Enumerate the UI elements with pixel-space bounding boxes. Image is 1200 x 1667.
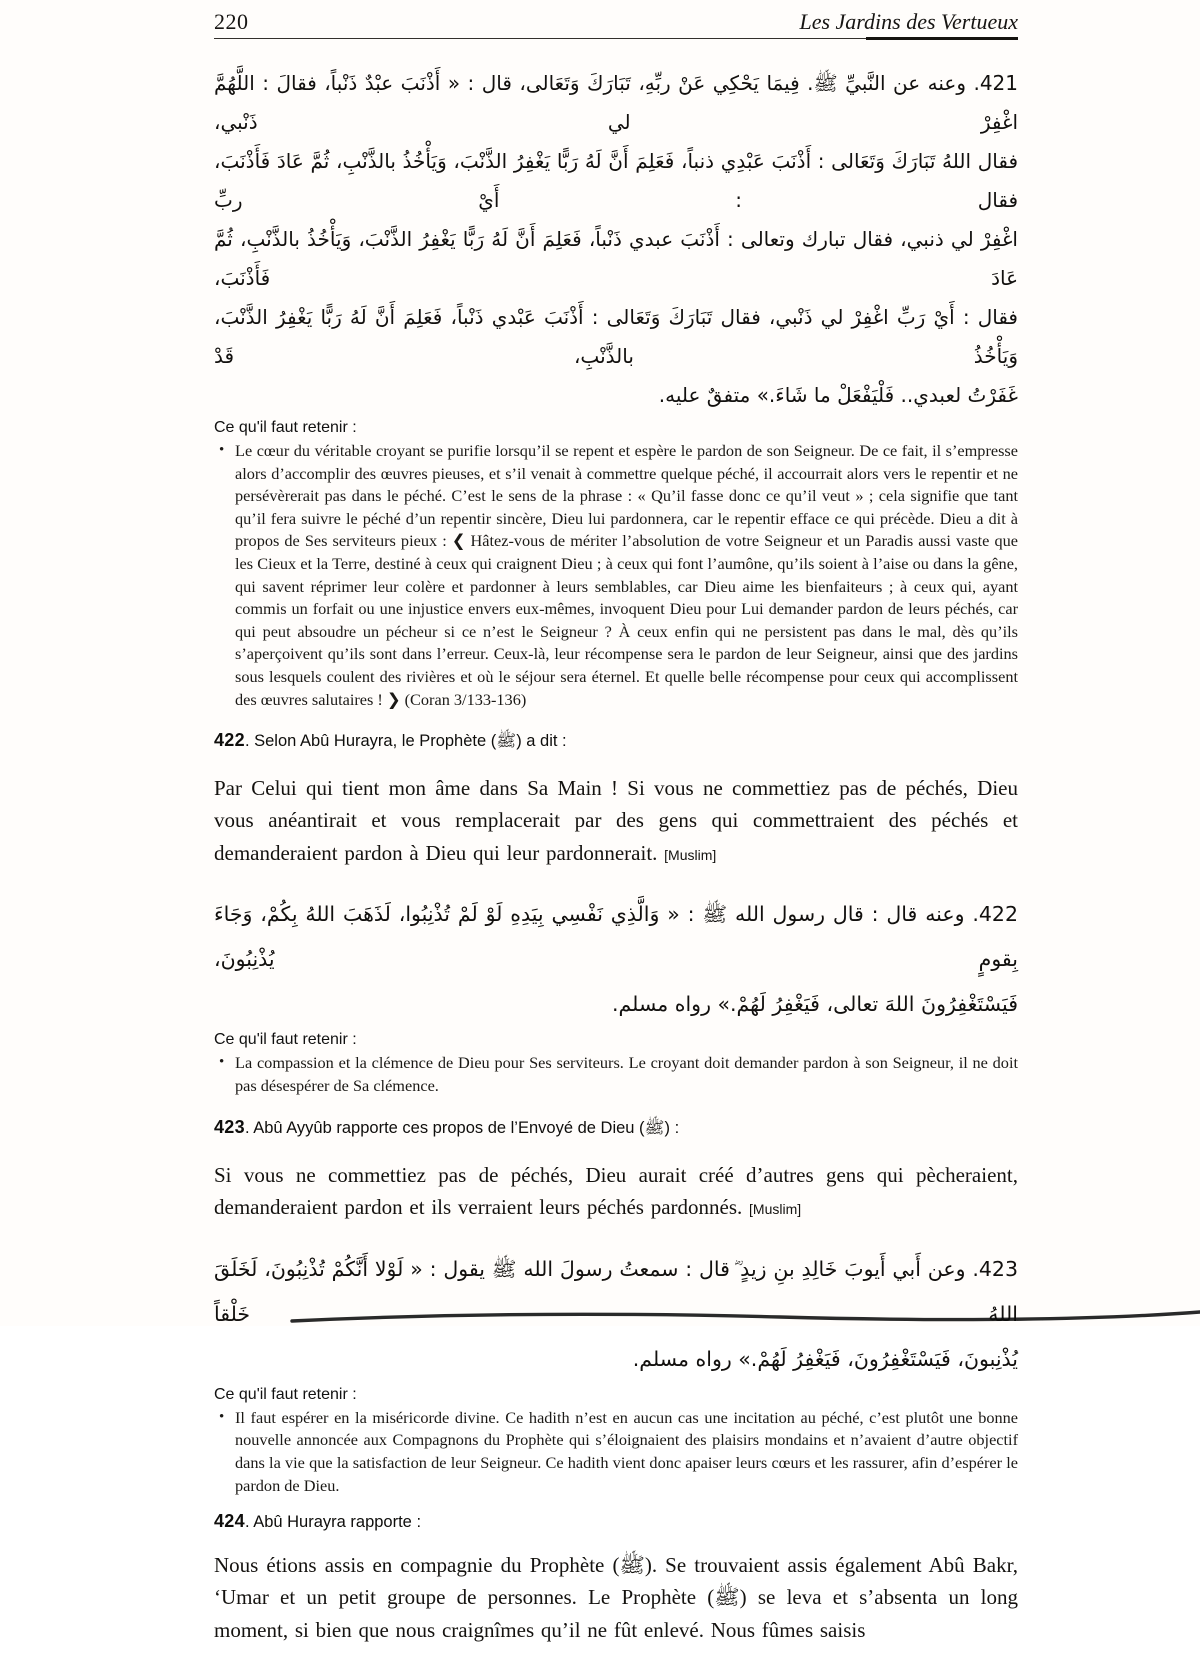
- arabic-line: يُذْنِبونَ، فَيَسْتَغْفِرُونَ، فَيَغْفِرُ لَهُمْ.» رواه مسلم.: [632, 1346, 1018, 1371]
- hadith-422-arabic: [214, 892, 1018, 1027]
- arabic-line: فَيَسْتَغْفِرُونَ اللهَ تعالى، فَيَغْفِرُ لَهُمْ.» رواه مسلم.: [612, 992, 1018, 1017]
- commentary-text: La compassion et la clémence de Dieu pour Ses serviteurs. Le croyant doit demander pardon à son Seigneur, il ne doit pas désespérer de Sa clémence.: [235, 1053, 1018, 1095]
- commentary-text: Il faut espérer en la miséricorde divine. Ce hadith n’est en aucun cas une incitation au péché, c’est plutôt une bonne nouvelle annoncée aux Compagnons du Prophète qui s’éloignaient des plaisirs mondains et n’avaient d’autre objectif dans la vie que la satisfaction de leur Seigneur. Ce hadith vient donc apaiser leurs cœurs et les rassurer, afin d’espérer le pardon de Dieu.: [235, 1407, 1018, 1495]
- commentary-text: Le cœur du véritable croyant se purifie lorsqu’il se repent et espère le pardon de son Seigneur. De ce fait, il s’empresse alors d’accomplir des œuvres pieuses, et s’il venait à commettre quelque péché, il accourrait alors vers le repentir et ne persévèrerait pas dans le péché. C’est le sens de la phrase : « Qu’il fasse donc ce qu’il veut » ; cela signifie que tant qu’il fera suivre le péché d’un repentir sincère, Dieu lui pardonnera, car le repentir efface ce qui précède. Dieu a dit à propos de Ses serviteurs pieux : ❮ Hâtez-vous de mériter l’absolution de votre Seigneur et un Paradis aussi vaste que les Cieux et la Terre, destiné à ceux qui craignent Dieu ; à ceux qui font l’aumône, qu’ils soient à l’aise ou dans la gêne, qui savent réprimer leur colère et pardonner à leurs semblables, car Dieu aime les bienfaiteurs ; à ceux qui, ayant commis un forfait ou une injustice envers eux-mêmes, invoquent Dieu pour Lui demander pardon de leurs péchés, car qui peut absoudre un pécheur si ce n’est le Seigneur ? À ceux enfin qui ne persistent pas dans le mal, dès qu’ils s’aperçoivent qu’ils sont dans l’erreur. Ceux-là, leur récompense sera le pardon de leur Seigneur, ainsi que des jardins sous lesquels coulent des rivières et où le séjour sera éternel. Et quelle belle récompense pour ceux qui accomplissent des œuvres salutaires ! ❯ (Coran 3/133-136): [235, 441, 1018, 709]
- heading-text: . Selon Abû Hurayra, le Prophète (ﷺ) a dit :: [244, 732, 567, 751]
- hadith-number: 423: [214, 1117, 245, 1138]
- translation-text: Par Celui qui tient mon âme dans Sa Main ! Si vous ne commettiez pas de péchés, Dieu vous anéantirait et vous remplacerait par des gens qui commettraient des péchés et demanderaient pardon à Dieu qui leur pardonnerait.: [214, 775, 1018, 865]
- translation-text: Si vous ne commettiez pas de péchés, Dieu aurait créé d’autres gens qui pècheraient, demanderaient pardon et ils verraient leurs péchés pardonnés.: [214, 1162, 1018, 1220]
- commentary-bullet: [214, 1052, 1018, 1097]
- heading-text: . Abû Hurayra rapporte :: [244, 1513, 422, 1532]
- arabic-line: 423. وعن أَبي أَيوبَ خَالِدِ بنِ زيدٍ ؓ قال : سمعتُ رسولَ الله ﷺ يقول : « لَوْلا أَنَّكُمْ تُذْنِبُونَ، لَخَلَقَ اللهُ خَلْقاً: [214, 1256, 1018, 1326]
- commentary-bullet: [214, 440, 1018, 711]
- heading-text: . Abû Ayyûb rapporte ces propos de l’Envoyé de Dieu (ﷺ) :: [244, 1119, 680, 1138]
- bullet-dot: •: [219, 1054, 225, 1071]
- bullet-dot: •: [219, 442, 225, 458]
- page-header: [214, 0, 1018, 35]
- hadith-424-heading: [214, 1511, 1018, 1532]
- arabic-line: فقال اللهُ تَبَارَكَ وَتَعَالى : أَذْنَبَ عَبْدِي ذنباً، فَعَلِمَ أَنَّ لَهُ رَبًّا يَغْفِرُ الذَّنْبَ، وَيَأْخُذُ بالذَّنْبِ، ثُمَّ عَادَ فَأَذْنَبَ، فقال : أَيْ ربِّ: [214, 149, 1018, 212]
- translation-text: Nous étions assis en compagnie du Prophète (ﷺ). Se trouvaient assis également Abû Bakr, ‘Umar et un petit groupe de personnes. Le Prophète (ﷺ) se leva et s’absenta un long moment, si bien que nous craignîmes qu’il ne fût enlevé. Nous fûmes saisis: [214, 1552, 1018, 1642]
- hadith-number: 422: [214, 730, 245, 751]
- hadith-number: 424: [214, 1511, 245, 1532]
- retenir-label: Ce qu'il faut retenir :: [214, 419, 357, 436]
- commentary-bullet: [214, 1407, 1018, 1497]
- hadith-423-arabic: [214, 1247, 1018, 1382]
- arabic-line: 422. وعنه قال : قال رسول الله ﷺ : « وَالَّذِي نَفْسِي بِيَدِهِ لَوْ لَمْ تُذْنِبُوا، لَذَهَبَ اللهُ بِكُمْ، وَجَاءَ بِقومٍ يُذْنِبُونَ،: [214, 902, 1018, 972]
- arabic-line: اغْفِرْ لي ذنبي، فقال تبارك وتعالى : أَذْنَبَ عبدي ذَنْباً، فَعَلِمَ أَنَّ لَهُ رَبًّا يَغْفِرُ الذَّنْبَ، وَيَأْخُذُ بالذَّنْبِ، ثُمَّ عَادَ فَأَذْنَبَ،: [214, 227, 1018, 290]
- hadith-421-arabic: [214, 64, 1018, 415]
- page-number: 220: [214, 9, 249, 34]
- arabic-line: 421. وعنه عن النَّبيِّ ﷺ. فِيمَا يَحْكِي عَنْ ربِّهِ، تَبَارَكَ وَتَعَالى، قال : « أَذْنَبَ عبْدٌ ذَنْباً، فقالَ : اللَّهُمَّ اغْفِرْ لي ذَنْبي،: [214, 71, 1018, 134]
- arabic-line: غَفَرْتُ لعبدي.. فَلْيَفْعَلْ ما شَاءَ.» متفقٌ عليه.: [658, 383, 1018, 407]
- hadith-423-heading: [214, 1117, 1018, 1142]
- book-title: Les Jardins des Vertueux: [799, 9, 1018, 34]
- hadith-423-translation: [214, 1159, 1018, 1226]
- source-badge: [Muslim]: [749, 1201, 802, 1218]
- arabic-line: فقال : أَيْ رَبِّ اغْفِرْ لي ذَنْبي، فقال تَبَارَكَ وَتَعَالى : أَذْنَبَ عَبْدي ذَنْباً، فَعَلِمَ أَنَّ لَهُ رَبًّا يَغْفِرُ الذَّنْبَ، وَيَأْخُذُ بالذَّنْبِ، قَدْ: [214, 305, 1018, 368]
- source-badge: [Muslim]: [664, 846, 717, 863]
- bullet-dot: •: [219, 1408, 225, 1425]
- retenir-label: Ce qu'il faut retenir :: [214, 1031, 357, 1049]
- header-rule-bold-segment: [866, 37, 1018, 40]
- header-rule: [214, 38, 1018, 39]
- hadith-424-translation: [214, 1549, 1018, 1647]
- page-content: [214, 0, 1018, 1667]
- retenir-label: Ce qu'il faut retenir :: [214, 1385, 357, 1403]
- hadith-422-translation: [214, 772, 1018, 872]
- hadith-422-heading: [214, 730, 1018, 755]
